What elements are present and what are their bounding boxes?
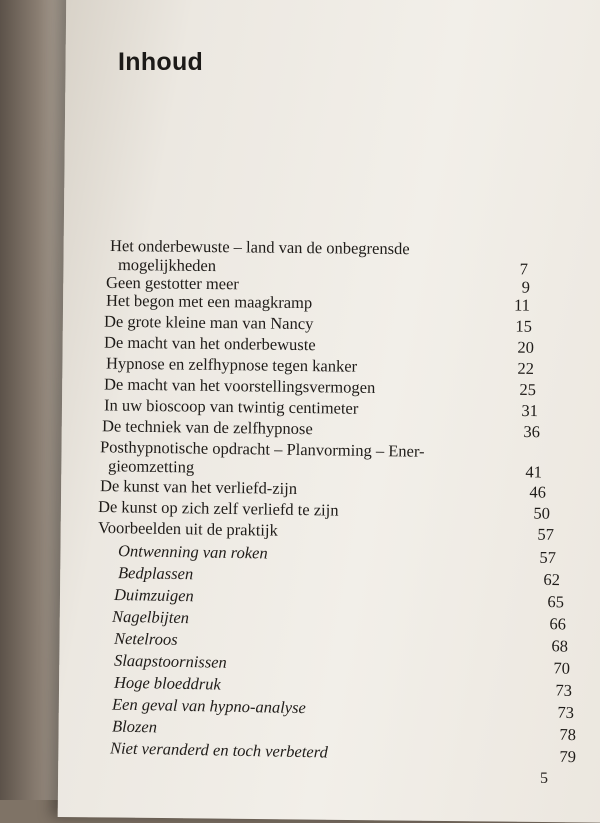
toc-entry-page: 73 <box>555 680 573 700</box>
toc-entry-title: In uw bioscoop van twintig centimeter <box>103 395 359 418</box>
toc-entry-page: 50 <box>533 503 551 523</box>
toc-entry-page: 36 <box>523 422 541 442</box>
toc-entry-page: 7 <box>519 259 529 279</box>
toc-entry-title: De kunst op zich zelf verliefd te zijn <box>97 496 339 520</box>
toc-entry-page: 73 <box>557 702 575 722</box>
toc-entry-title: Hoge bloeddruk <box>113 672 221 694</box>
toc-entry-page: 31 <box>521 400 539 421</box>
toc-entry-title: De techniek van de zelfhypnose <box>101 416 313 439</box>
toc-entry-page: 15 <box>515 316 533 336</box>
toc-entry-title: Het begon met een maagkramp <box>105 290 313 313</box>
toc-entry-title: Netelroos <box>113 628 178 649</box>
toc-entry-title: Een geval van hypno-analyse <box>111 694 306 718</box>
toc-entry-title: Nagelbijten <box>111 606 190 628</box>
toc-entry-page: 9 <box>521 277 531 297</box>
page-title: Inhoud <box>118 48 204 76</box>
toc-entry-page: 22 <box>517 358 535 378</box>
toc-entry-title: Niet veranderd en toch verbeterd <box>109 738 328 762</box>
toc-entry-title: gieomzetting <box>107 456 195 477</box>
toc-entry-title: De macht van het onderbewuste <box>103 332 316 355</box>
toc-entry-page: 70 <box>553 658 571 678</box>
toc-entry-page: 41 <box>525 462 543 482</box>
toc-entry-title: Geen gestotter meer <box>105 272 239 294</box>
toc-entry-title: Het onderbewuste – land van de onbegrensde <box>109 236 410 259</box>
toc-entry-page: 79 <box>559 746 577 767</box>
toc-entry-title: Ontwenning van roken <box>117 541 268 563</box>
toc-entry-title: Duimzuigen <box>113 584 194 606</box>
toc-entry-title: De macht van het voorstellingsvermogen <box>103 374 376 397</box>
toc-entry-title: Blozen <box>111 716 158 737</box>
toc-entry-page: 46 <box>529 482 547 502</box>
toc-entry-page: 57 <box>539 547 557 568</box>
toc-entry-page: 25 <box>519 379 537 400</box>
toc-entry-page: 65 <box>547 592 565 612</box>
toc-entry-title: Posthypnotische opdracht – Planvorming – Ener- <box>99 437 425 461</box>
toc-entry-title: De grote kleine man van Nancy <box>103 311 314 334</box>
toc-entry-page: 57 <box>537 524 555 544</box>
toc-entry-page: 66 <box>549 614 567 634</box>
toc-entry-title: Bedplassen <box>117 563 194 584</box>
toc-entry-page: 78 <box>559 724 577 745</box>
page-number: 5 <box>540 770 548 787</box>
toc-entry-title: Voorbeelden uit de praktijk <box>97 517 278 540</box>
toc-entry-title: Hypnose en zelfhypnose tegen kanker <box>105 353 358 376</box>
toc-entry-title: Slaapstoornissen <box>113 650 227 672</box>
toc-entry-title: mogelijkheden <box>117 255 217 276</box>
toc-entry-page: 20 <box>517 337 535 357</box>
toc-entry-page: 68 <box>551 636 569 656</box>
toc-entry-title: De kunst van het verliefd-zijn <box>99 476 298 498</box>
toc-entry-page: 11 <box>513 295 531 315</box>
toc-entry-page: 62 <box>543 569 561 590</box>
